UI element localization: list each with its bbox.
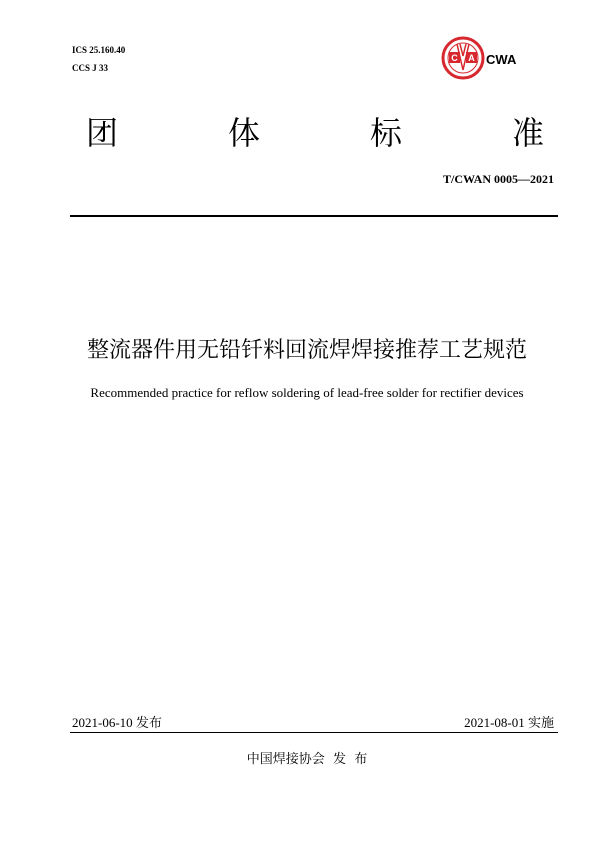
doc-type-char: 标 [370, 114, 403, 152]
svg-text:C: C [451, 53, 458, 63]
publisher: 中国焊接协会 发 布 [246, 752, 368, 767]
ccs-code: CCS J 33 [72, 63, 109, 73]
doc-type-char: 团 [86, 114, 119, 152]
implementation-date: 2021-08-01 实施 [464, 715, 554, 730]
top-divider [70, 215, 558, 217]
ics-code: ICS 25.160.40 [72, 45, 126, 55]
svg-text:A: A [468, 53, 475, 63]
issue-date: 2021-06-10 发布 [72, 715, 162, 730]
standard-number: T/CWAN 0005—2021 [442, 172, 554, 186]
doc-type-char: 体 [228, 114, 261, 152]
title-english: Recommended practice for reflow soldering of lead-free solder for rectifier devices [90, 385, 524, 400]
logo-text: CWA [486, 52, 517, 67]
title-chinese: 整流器件用无铅钎料回流焊焊接推荐工艺规范 [86, 338, 527, 363]
bottom-divider [70, 732, 558, 733]
cwa-logo-icon [441, 36, 485, 80]
doc-type-char: 准 [512, 114, 545, 152]
